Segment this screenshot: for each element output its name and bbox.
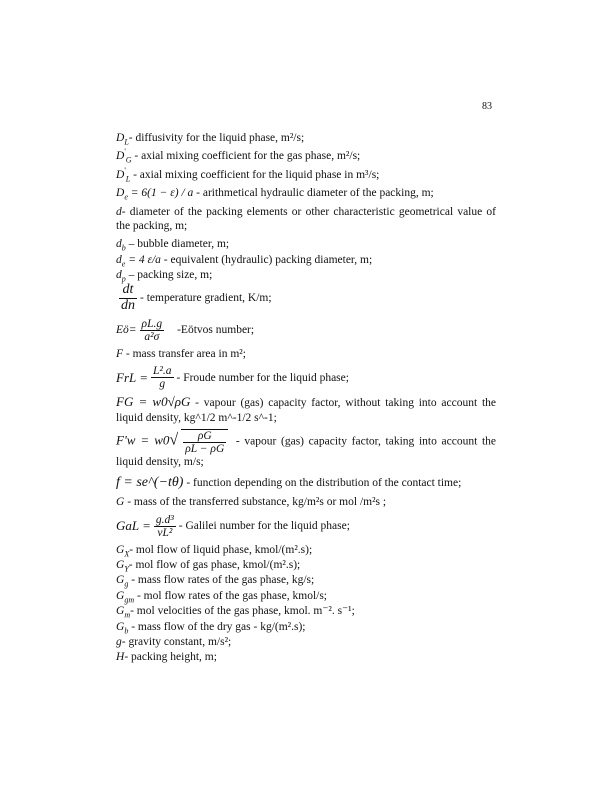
entry-eotvos: Eö= $\frac{\rho L.g}{\text{a²σ}}$ -Eötvos number; (116, 317, 255, 343)
entry-galilei: GaL = $\frac{\text{g.d³}}{\text{νL²}}$ - Galilei number for the liquid phase; (116, 513, 350, 539)
entry-Ggm: $G_{gm}$ - mol flow rates of the gas phase, kmol/s; (116, 589, 327, 605)
entry-Fw: F'w = w0√ $\frac{\rho G}{\rho L - \rho G}$ - vapour (gas) capacity factor, taking into account the liquid density, m/s; (116, 430, 496, 469)
entry-G: G - mass of the transferred substance, kg/m²s or mol /m²s ; (116, 496, 387, 509)
entry-temperature-gradient: $\frac{dt}{dn}$ - temperature gradient, K/m; (121, 282, 272, 314)
entry-FG: FG = w0√ρG - vapour (gas) capacity factor, without taking into account the liquid density, kg^1/2 m^-1/2 s^-1; (116, 394, 496, 424)
symbol: D (116, 132, 125, 144)
entry-g: g- gravity constant, m/s²; (116, 635, 232, 648)
page-number: 83 (482, 101, 492, 112)
entry-DG-prime: $D'_G$ - axial mixing coefficient for the gas phase, m²/s; (116, 147, 361, 165)
entry-Gb: $G_b$ - mass flow of the dry gas - kg/(m².s); (116, 620, 306, 635)
description: - diffusivity for the liquid phase, m²/s; (128, 132, 305, 144)
entry-DL-prime: $D'_L$ - axial mixing coefficient for the liquid phase in m³/s; (116, 165, 380, 184)
entry-froude: FrL = $\frac{\text{L².a}}{g}$ - Froude number for the liquid phase; (116, 365, 349, 391)
entry-De: $D_e = 6(1 - \varepsilon) / a$ - arithmetical hydraulic diameter of the packing, m; (116, 187, 434, 202)
entry-de: $d_e = 4$ ε/a - equivalent (hydraulic) packing diameter, m; (116, 253, 373, 268)
entry-DL: $D_L-$ diffusivity for the liquid phase, m²/s; (116, 132, 305, 147)
entry-GY: $G_Y-$ mol flow of gas phase, kmol/(m².s); (116, 559, 301, 574)
entry-Gg: $G_g$ - mass flow rates of the gas phase, kg/s; (116, 574, 315, 589)
fraction: $\frac{\text{L².a}}{g}$ (153, 365, 172, 391)
fraction: $\frac{\rho G}{\rho L - \rho G}$ (181, 429, 228, 455)
fraction: $\frac{\text{g.d³}}{\text{νL²}}$ (155, 513, 174, 539)
entry-f: f = se^(−tθ) - function depending on the distribution of the contact time; (116, 474, 462, 490)
entry-d: d- diameter of the packing elements or other characteristic geometrical value of the packing, m; (116, 205, 496, 232)
entry-GX: $G_X-$ mol flow of liquid phase, kmol/(m².s); (116, 543, 313, 558)
entry-H: H- packing height, m; (116, 651, 217, 664)
entry-dp: $d_p$ – packing size, m; (116, 269, 213, 284)
nomenclature-list (116, 131, 496, 666)
entry-F: F - mass transfer area in m²; (116, 347, 246, 360)
entry-db: $d_b$ – bubble diameter, m; (116, 238, 230, 253)
fraction: $\frac{\rho L.g}{\text{a²σ}}$ (141, 317, 163, 343)
entry-Gm: $G_m-$ mol velocities of the gas phase, kmol. m⁻². s⁻¹; (116, 605, 355, 620)
fraction: $\frac{dt}{dn}$ (121, 282, 135, 314)
